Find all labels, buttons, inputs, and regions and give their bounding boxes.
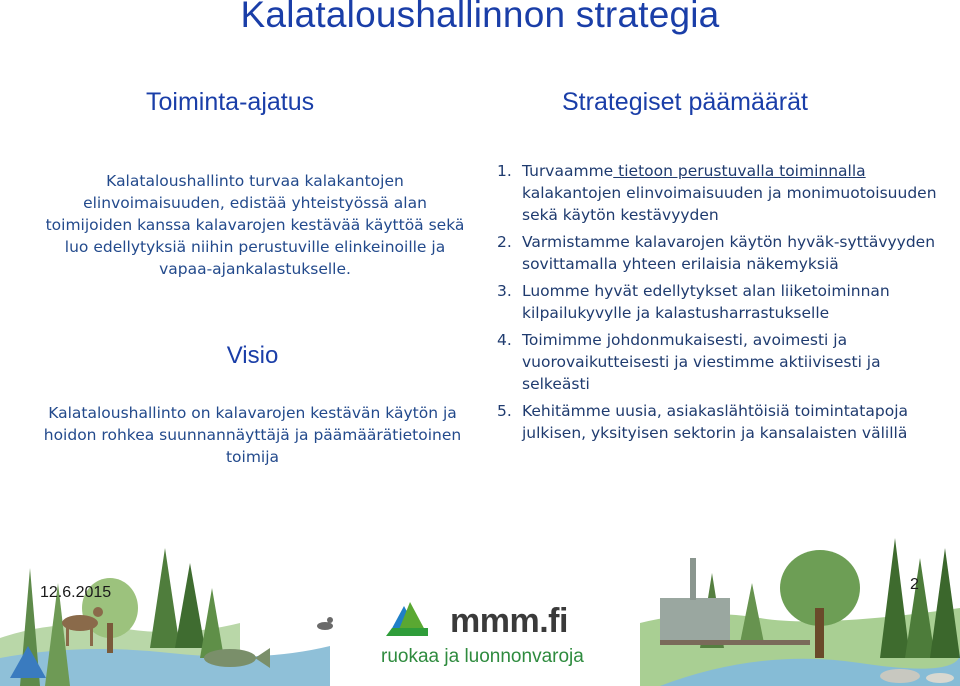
goal-number: 1. [497,162,512,180]
goal-text: Kehitämme uusia, asiakaslähtöisiä toimintatapoja julkisen, yksityisen sektorin ja kansalaisten välillä [522,402,909,442]
mission-heading: Toiminta-ajatus [146,88,315,116]
page-title: Kalataloushallinnon strategia [240,0,720,35]
mission-text: Kalataloushallinto turvaa kalakantojen elinvoimaisuuden, edistää yhteistyössä alan toimijoiden kanssa kalavarojen kestävää käyttöä sekä luo edellytyksiä niihin perustuville elinkeinoille ja vapaa-ajankalastukselle. [45,172,465,278]
vision-text: Kalataloushallinto on kalavarojen kestävän käytön ja hoidon rohkea suunnannäyttäjä ja päämäärätietoinen toimija [43,404,462,466]
page-number: 2 [910,576,919,593]
goal-number: 2. [497,233,512,251]
goal-text: Luomme hyvät edellytykset alan liiketoiminnan kilpailukyvylle ja kalastusharrastukselle [522,282,890,322]
vision-heading: Visio [226,342,279,369]
goal-number: 4. [497,331,512,349]
goal-text: Varmistamme kalavarojen käytön hyväk-syttävyyden sovittamalla yhteen erilaisia näkemyksiä [522,233,936,273]
goal-item [497,400,937,444]
footer-date: 12.6.2015 [40,584,112,601]
goal-number: 3. [497,282,512,300]
strategic-goals-list [497,160,937,449]
goal-item [497,231,937,275]
goal-text-rest: kalakantojen elinvoimaisuuden ja monimuotoisuuden sekä käytön kestävyyden [522,184,937,224]
goals-heading: Strategiset päämäärät [562,88,808,116]
goal-item [497,329,937,395]
goal-text: Turvaamme [522,162,614,180]
logo-tagline: ruokaa ja luonnonvaroja [381,646,584,667]
goal-text-underlined: tietoon perustuvalla toiminnalla [613,162,866,180]
goal-text: Toimimme johdonmukaisesti, avoimesti ja vuorovaikutteisesti ja viestimme aktiivisesti ja selkeästi [522,331,881,393]
goal-item [497,280,937,324]
goal-number: 5. [497,402,512,420]
logo-text: mmm.fi [450,602,568,640]
goal-item [497,160,937,226]
